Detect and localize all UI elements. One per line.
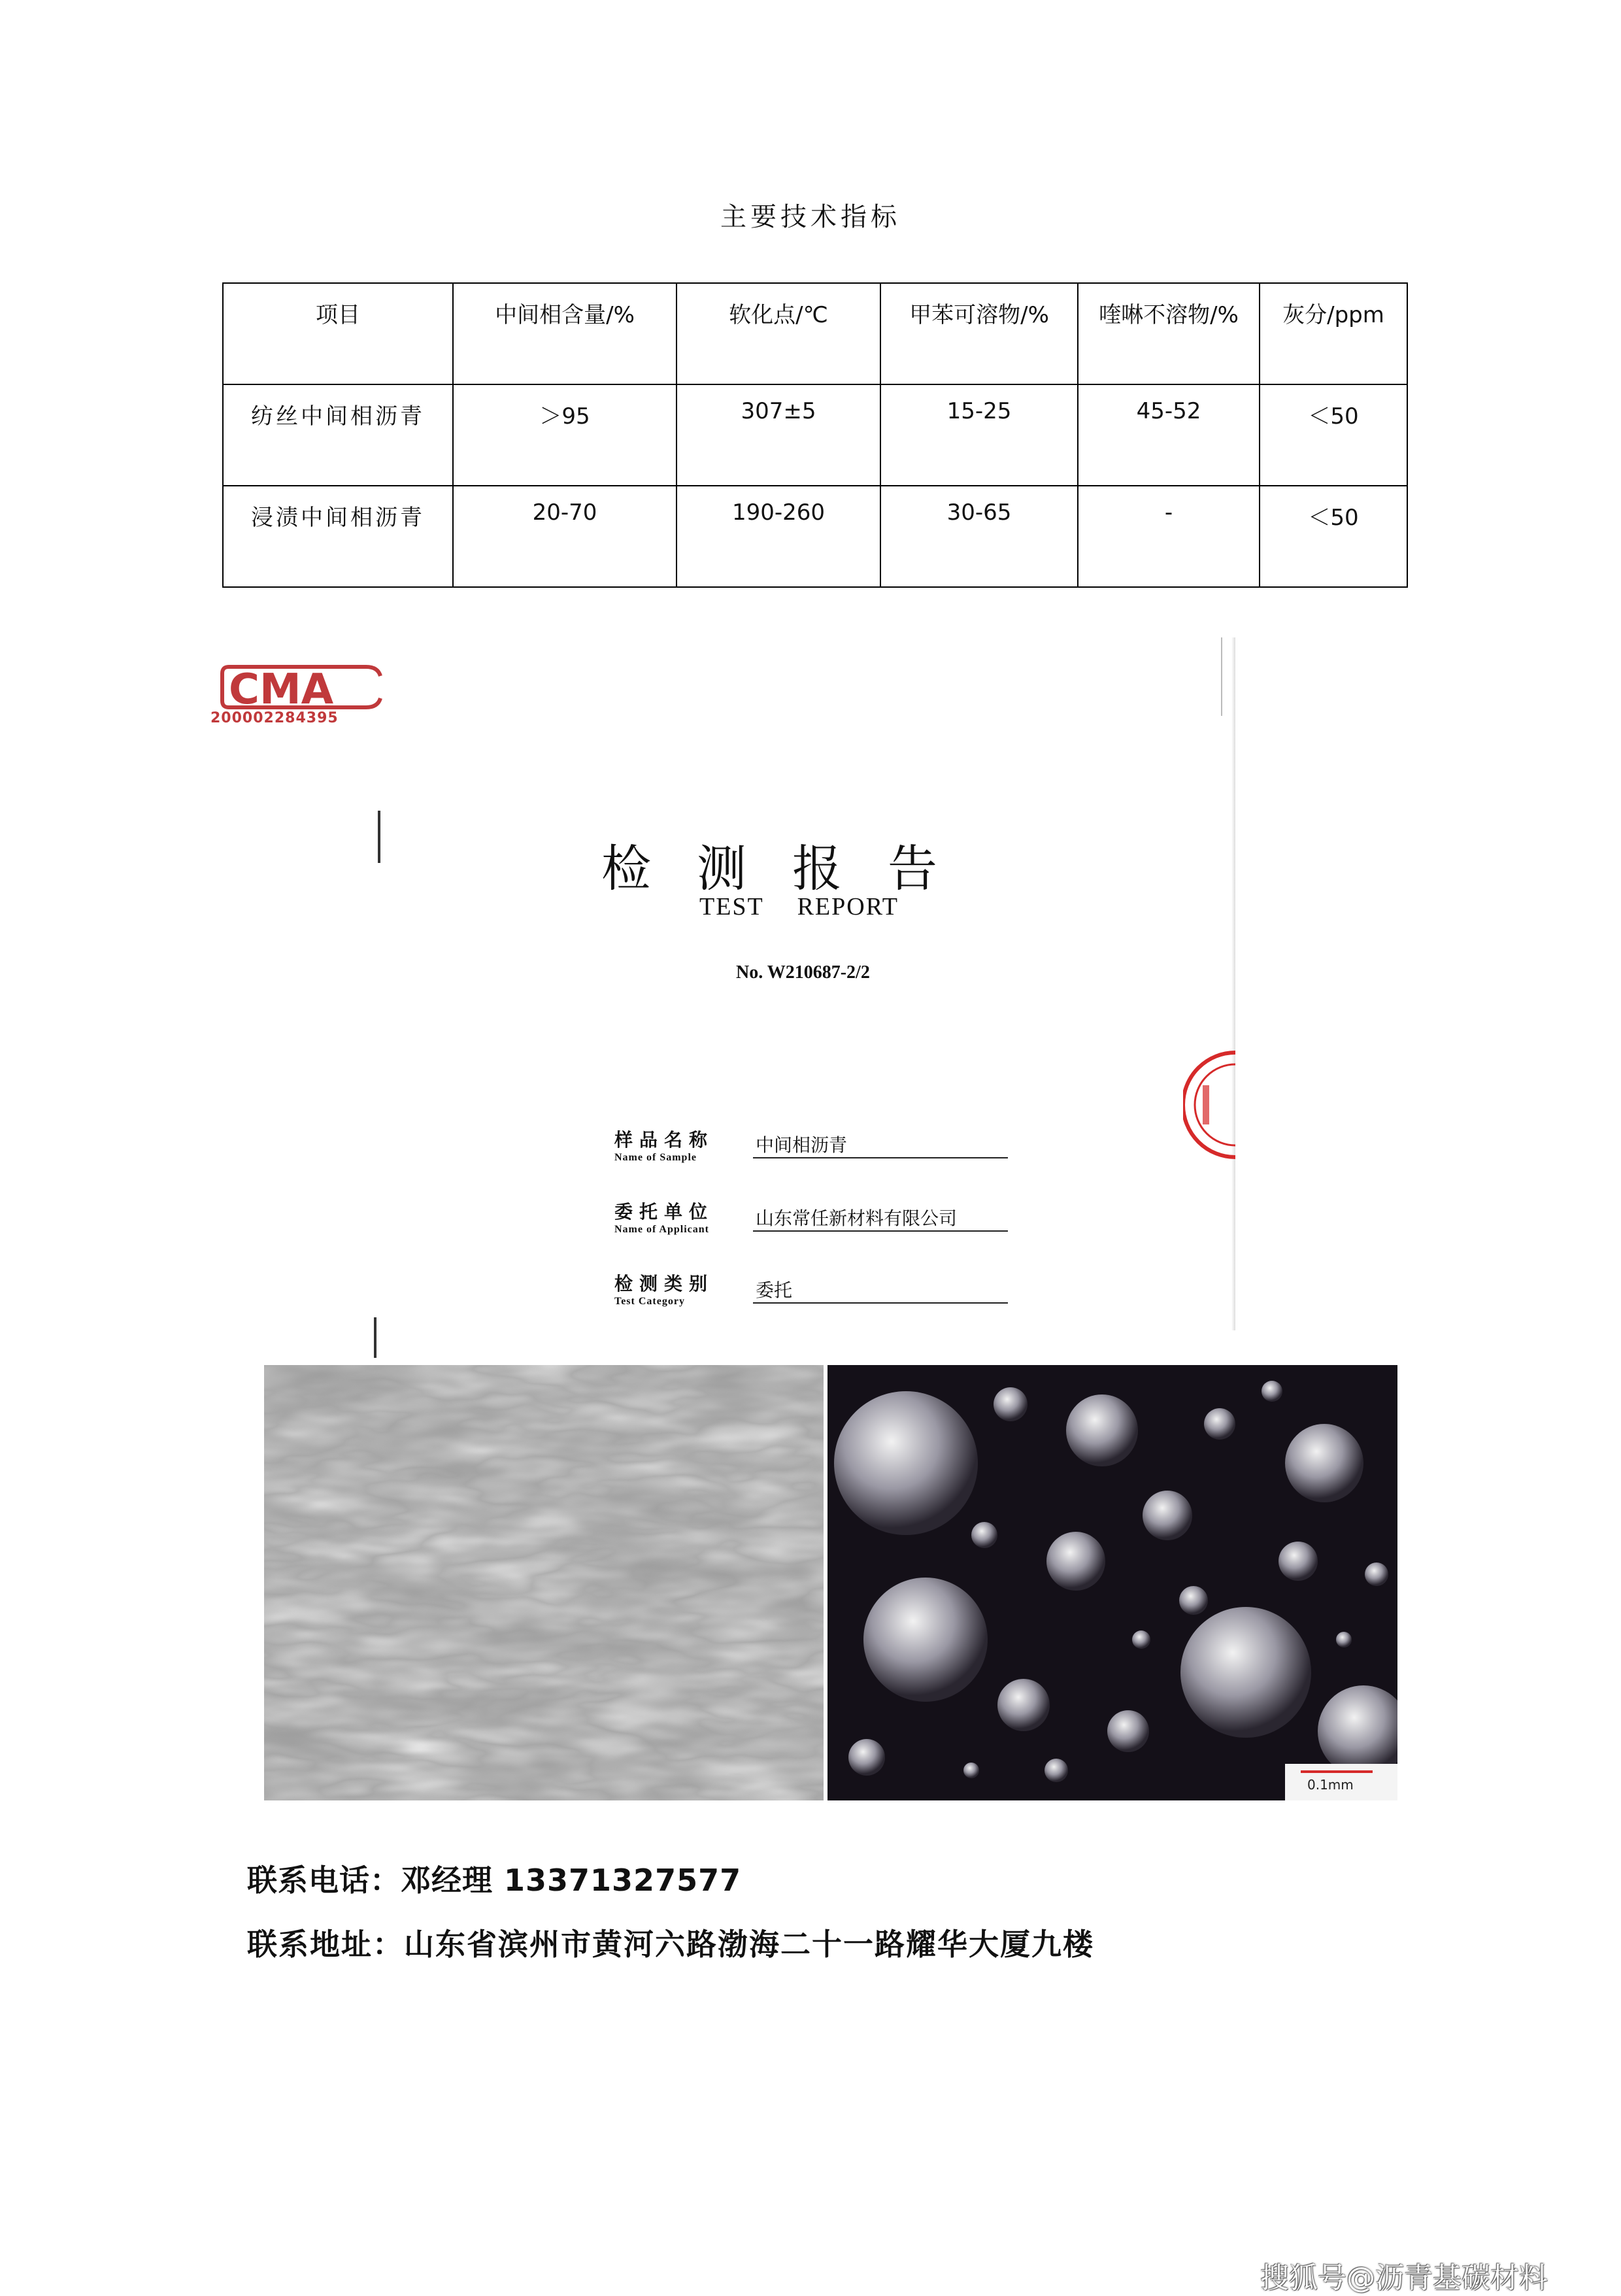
table-header-cell: 软化点/℃ [677, 283, 880, 384]
table-header-cell: 灰分/ppm [1260, 283, 1407, 384]
table-cell: - [1078, 486, 1260, 587]
micrograph-impregnating-pitch [827, 1365, 1397, 1800]
table-cell: ＞95 [453, 384, 677, 486]
document-title: 主要技术指标 [720, 202, 901, 232]
table-cell: 190-260 [677, 486, 880, 587]
table-cell: 纺丝中间相沥青 [223, 384, 453, 486]
contact-address: 联系地址：山东省滨州市黄河六路渤海二十一路耀华大厦九楼 [247, 1927, 1094, 1962]
field-label-en: Test Category [614, 1296, 685, 1307]
scan-mark [374, 1317, 376, 1358]
table-cell: 20-70 [453, 486, 677, 587]
scan-mark [378, 811, 380, 863]
scale-label: 0.1mm [1307, 1777, 1354, 1793]
table-header-cell: 项目 [223, 283, 453, 384]
field-sample-name [614, 1126, 714, 1164]
table-cell: 浸渍中间相沥青 [223, 486, 453, 587]
report-title-en: TEST REPORT [699, 893, 899, 920]
table-row [223, 486, 1407, 587]
table-cell: ＜50 [1260, 486, 1407, 587]
table-header-cell: 甲苯可溶物/% [880, 283, 1078, 384]
field-underline [753, 1301, 1008, 1304]
table-cell: ＜50 [1260, 384, 1407, 486]
red-stamp-partial [1183, 1046, 1235, 1164]
field-label-en: Name of Sample [614, 1152, 697, 1163]
field-value: 委托 [756, 1279, 793, 1301]
field-label-cn: 检测类别 [614, 1273, 714, 1294]
table-row [223, 384, 1407, 486]
contact-phone: 联系电话：邓经理 13371327577 [247, 1863, 742, 1898]
report-number: No. W210687-2/2 [736, 962, 870, 983]
field-label-cn: 委托单位 [614, 1201, 714, 1223]
field-value: 中间相沥青 [756, 1134, 848, 1156]
field-underline [753, 1156, 1008, 1158]
report-title-cn: 检测报告 [601, 839, 983, 898]
table-header-cell: 中间相含量/% [453, 283, 677, 384]
table-header-row [223, 283, 1407, 384]
cma-number: 200002284395 [210, 710, 339, 726]
table-cell: 15-25 [880, 384, 1078, 486]
watermark: 搜狐号@沥青基碳材料 [1260, 2261, 1548, 2295]
scan-edge [1221, 637, 1222, 716]
field-test-category [614, 1270, 714, 1308]
micrograph-spinning-pitch [264, 1365, 824, 1800]
test-report-scan [261, 637, 1235, 1330]
field-applicant [614, 1198, 714, 1236]
field-value: 山东常任新材料有限公司 [756, 1207, 958, 1229]
field-label-cn: 样品名称 [614, 1129, 714, 1151]
scale-bar [1301, 1770, 1373, 1773]
field-underline [753, 1229, 1008, 1232]
table-cell: 45-52 [1078, 384, 1260, 486]
field-label-en: Name of Applicant [614, 1224, 709, 1235]
spec-table [222, 282, 1408, 588]
table-cell: 30-65 [880, 486, 1078, 587]
cma-logo-text: CMA [229, 666, 334, 714]
table-header-cell: 喹啉不溶物/% [1078, 283, 1260, 384]
table-cell: 307±5 [677, 384, 880, 486]
